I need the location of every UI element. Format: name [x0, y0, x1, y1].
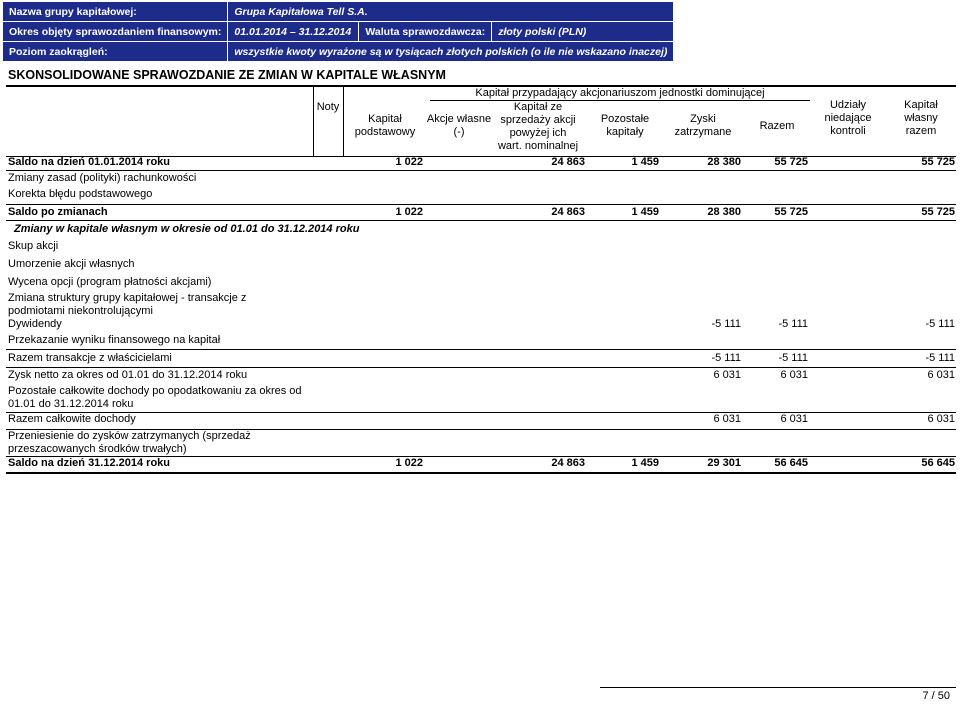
- footer-rule: [600, 687, 956, 688]
- rounding-value: wszystkie kwoty wyrażone są w tysiącach złotych polskich (o ile nie wskazano inaczej): [228, 42, 674, 62]
- row-label-line: Wycena opcji (program płatności akcjami): [8, 276, 212, 288]
- table-cell: 1 459: [631, 457, 659, 469]
- row-label: [8, 240, 58, 253]
- table-cell: 55 725: [921, 206, 955, 218]
- col-label: (-): [453, 126, 465, 138]
- table-cell: -5 111: [925, 318, 955, 330]
- col-zyski-zatrzymane: [664, 113, 742, 139]
- row-label: [8, 292, 246, 318]
- row-label: [14, 223, 359, 236]
- table-cell: 28 380: [707, 156, 741, 168]
- row-label-line: Saldo po zmianach: [8, 206, 108, 218]
- col-label: kapitały: [606, 126, 644, 138]
- col-label: zatrzymane: [674, 126, 732, 138]
- table-cell: 29 301: [707, 457, 741, 469]
- col-label: sprzedaży akcji: [500, 114, 576, 126]
- table-cell: -5 111: [778, 318, 808, 330]
- col-label: Kapitał ze: [513, 101, 563, 113]
- row-label: [8, 334, 220, 347]
- row-label: [8, 172, 196, 185]
- row-label-line: Zmiany zasad (polityki) rachunkowości: [8, 172, 197, 184]
- row-label-line: Zysk netto za okres od 01.01 do 31.12.2014 roku: [8, 369, 248, 381]
- row-label: [8, 156, 170, 169]
- row-label-line: Skup akcji: [8, 240, 59, 252]
- col-noty: Noty: [316, 101, 340, 113]
- currency-value: złoty polski (PLN): [492, 22, 674, 42]
- row-label-line: Saldo na dzień 01.01.2014 roku: [8, 156, 171, 168]
- rule: [6, 170, 956, 171]
- table-cell: 6 031: [713, 369, 741, 381]
- col-label: Kapitał: [368, 113, 402, 125]
- row-label: [8, 385, 302, 411]
- row-label: [8, 276, 211, 289]
- col-sep: [343, 86, 344, 156]
- row-label: [8, 430, 251, 456]
- col-label: powyżej ich: [509, 127, 567, 139]
- row-label-line: 01.01 do 31.12.2014 roku: [8, 398, 134, 410]
- row-label: [8, 413, 136, 426]
- table-cell: 1 022: [395, 457, 423, 469]
- col-label: własny: [904, 112, 938, 124]
- table-cell: 24 863: [551, 457, 585, 469]
- rule: [6, 204, 956, 205]
- table-cell: -5 111: [711, 318, 741, 330]
- rule: [6, 367, 956, 368]
- group-name-value: Grupa Kapitałowa Tell S.A.: [228, 2, 674, 22]
- table-cell: -5 111: [711, 352, 741, 364]
- table-cell: 6 031: [780, 413, 808, 425]
- row-label-line: Razem całkowite dochody: [8, 413, 136, 425]
- row-label-line: Zmiany w kapitale własnym w okresie od 01.01 do 31.12.2014 roku: [14, 223, 360, 235]
- row-label: [8, 457, 170, 470]
- row-label-line: Razem transakcje z właścicielami: [8, 352, 172, 364]
- col-label: kontroli: [830, 125, 866, 137]
- row-label-line: Korekta błędu podstawowego: [8, 188, 153, 200]
- period-label: Okres objęty sprawozdaniem finansowym:: [3, 22, 228, 42]
- row-label: [8, 258, 135, 271]
- table-cell: 55 725: [774, 156, 808, 168]
- col-label: Kapitał: [904, 99, 938, 111]
- row-label-line: Przeniesienie do zysków zatrzymanych (sprzedaż: [8, 430, 251, 442]
- table-cell: 1 022: [395, 206, 423, 218]
- page-title: SKONSOLIDOWANE SPRAWOZDANIE ZE ZMIAN W KAPITALE WŁASNYM: [8, 68, 446, 82]
- table-cell: 24 863: [551, 156, 585, 168]
- row-label: [8, 188, 152, 201]
- col-label: Akcje własne: [426, 113, 492, 125]
- table-cell: 6 031: [927, 413, 955, 425]
- col-label: razem: [905, 125, 937, 137]
- rule: [6, 412, 956, 413]
- row-label-line: podmiotami niekontrolującymi: [8, 305, 153, 317]
- row-label-line: Zmiana struktury grupy kapitałowej - transakcje z: [8, 292, 247, 304]
- col-kapital-wlasny-razem: [886, 99, 956, 138]
- col-label: podstawowy: [354, 126, 416, 138]
- col-label: wart. nominalnej: [497, 140, 579, 152]
- col-group-header: Kapitał przypadający akcjonariuszom jednostki dominującej: [475, 87, 765, 99]
- table-cell: 56 645: [774, 457, 808, 469]
- table-cell: 24 863: [551, 206, 585, 218]
- table-cell: 55 725: [921, 156, 955, 168]
- col-label: Pozostałe: [600, 113, 650, 125]
- group-name-label: Nazwa grupy kapitałowej:: [3, 2, 228, 22]
- table-cell: 56 645: [921, 457, 955, 469]
- period-value: 01.01.2014 – 31.12.2014: [228, 22, 359, 42]
- col-sep: [313, 86, 314, 156]
- table-cell: 55 725: [774, 206, 808, 218]
- currency-label: Waluta sprawozdawcza:: [359, 22, 492, 42]
- col-kapital-podstawowy: [345, 113, 425, 139]
- row-label-line: Saldo na dzień 31.12.2014 roku: [8, 457, 171, 469]
- table-cell: -5 111: [925, 352, 955, 364]
- row-label-line: przeszacowanych środków trwałych): [8, 443, 187, 455]
- rule: [6, 220, 956, 221]
- table-cell: 1 459: [631, 156, 659, 168]
- row-label: [8, 206, 108, 219]
- table-cell: 1 459: [631, 206, 659, 218]
- table-cell: 28 380: [707, 206, 741, 218]
- row-label: [8, 369, 247, 382]
- col-kapital-ze-sprzedazy: [492, 101, 584, 153]
- table-cell: 6 031: [713, 413, 741, 425]
- col-label: Zyski: [690, 113, 716, 125]
- col-akcje-wlasne: [423, 113, 495, 139]
- col-label: niedające: [824, 112, 872, 124]
- col-udzialy-niedajace-kontroli: [812, 99, 884, 138]
- table-cell: 6 031: [927, 369, 955, 381]
- col-pozostale-kapitaly: [590, 113, 660, 139]
- col-label: Udziały: [829, 99, 867, 111]
- row-label-line: Umorzenie akcji własnych: [8, 258, 135, 270]
- col-razem: Razem: [759, 120, 795, 132]
- row-label: [8, 318, 62, 331]
- rule: [6, 349, 956, 350]
- rounding-label: Poziom zaokrągleń:: [3, 42, 228, 62]
- row-label-line: Dywidendy: [8, 318, 62, 330]
- group-header-rule: [430, 100, 810, 101]
- row-label-line: Przekazanie wyniku finansowego na kapitał: [8, 334, 221, 346]
- report-header: [2, 1, 674, 62]
- table-cell: 6 031: [780, 369, 808, 381]
- page-number: 7 / 50: [922, 690, 950, 702]
- row-label: [8, 352, 172, 365]
- row-label-line: Pozostałe całkowite dochody po opodatkowaniu za okres od: [8, 385, 302, 397]
- table-bottom-rule: [6, 472, 956, 474]
- table-cell: -5 111: [778, 352, 808, 364]
- table-cell: 1 022: [395, 156, 423, 168]
